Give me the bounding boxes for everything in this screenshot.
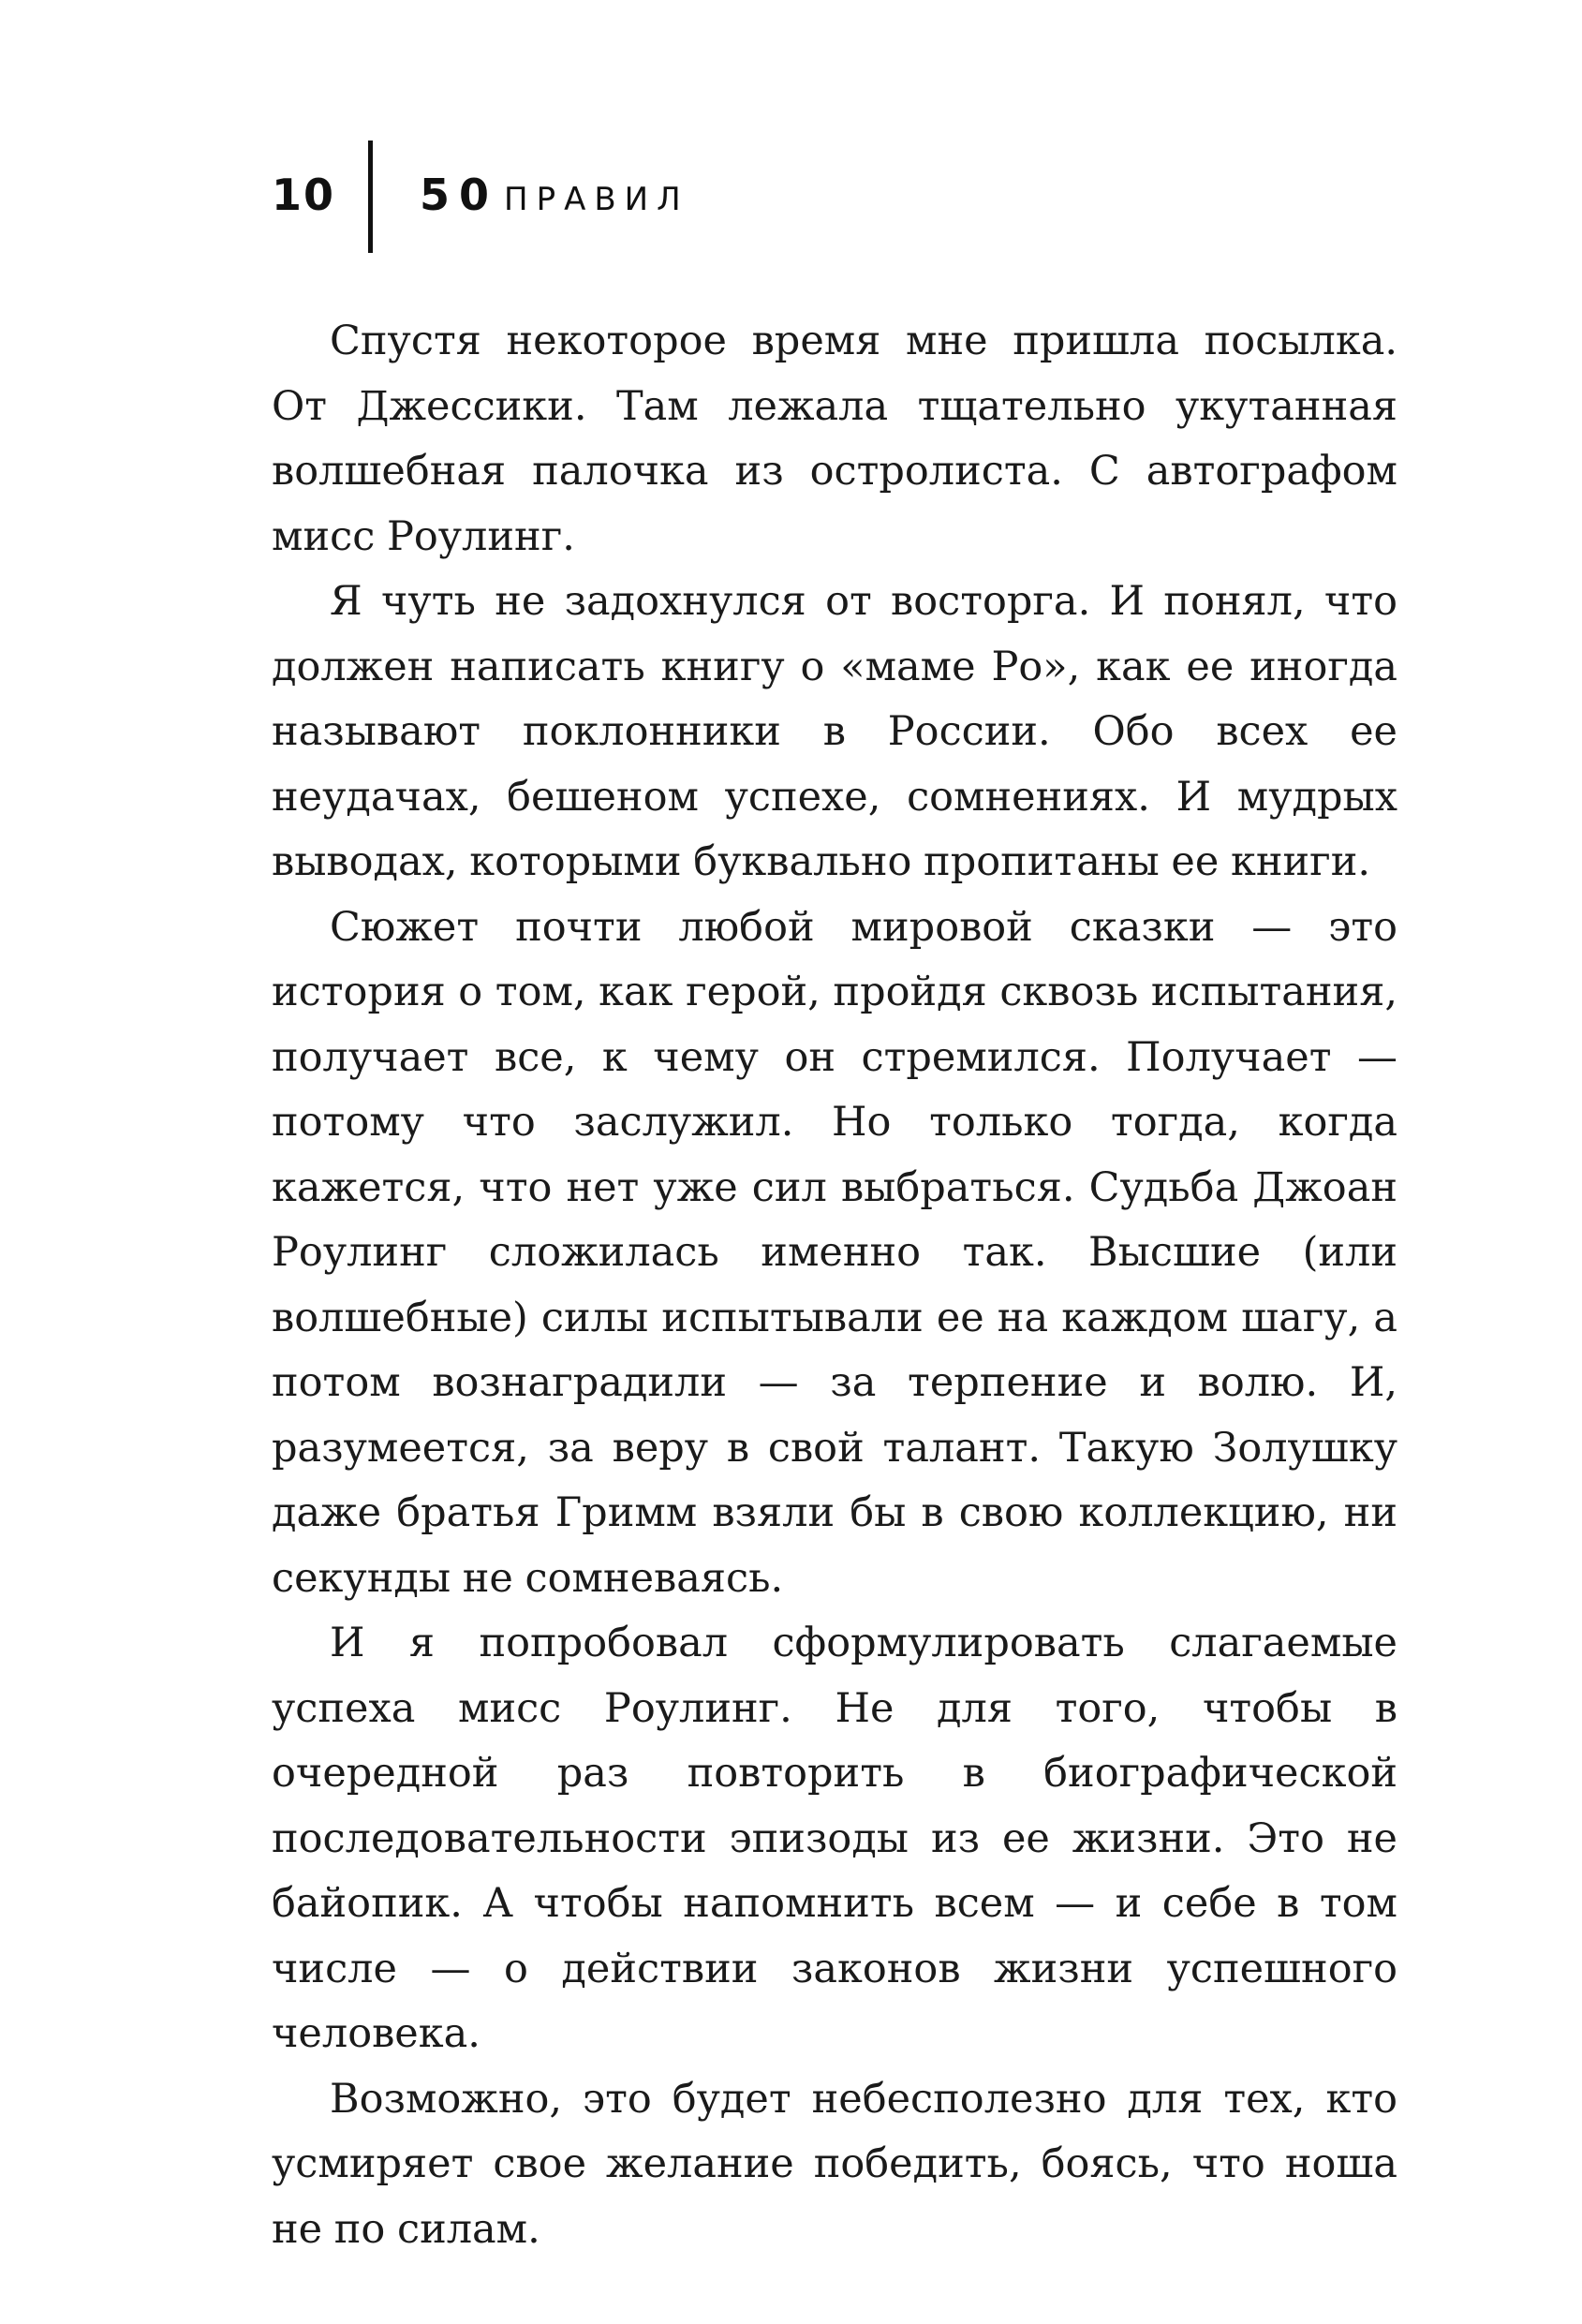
book-title-number: 50	[420, 170, 499, 220]
header-divider	[368, 141, 373, 253]
body-text	[272, 309, 1397, 2262]
paragraph-1: Спустя некоторое время мне пришла посылка. От Джессики. Там лежала тщательно укутанная волшебная палочка из остролиста. С автографом мисс Роулинг.	[272, 318, 1397, 560]
running-head	[0, 0, 1582, 281]
page-number: 10	[272, 170, 336, 220]
book-title	[420, 167, 689, 233]
paragraph-5: Возможно, это будет небесполезно для тех, кто усмиряет свое желание победить, боясь, что ноша не по силам.	[272, 2075, 1397, 2253]
paragraph-2: Я чуть не задохнулся от восторга. И понял, что должен написать книгу о «маме Ро», как ее иногда называют поклонники в России. Обо всех ее неудачах, бешеном успехе, сомнениях. И мудрых выводах, которыми буквально пропитаны ее книги.	[272, 578, 1397, 885]
paragraph-4: И я попробовал сформулировать слагаемые успеха мисс Роулинг. Не для того, чтобы в очередной раз повторить в биографической последовательности эпизоды из ее жизни. Это не байопик. А чтобы напомнить всем — и себе в том числе — о действии законов жизни успешного человека.	[272, 1620, 1397, 2057]
paragraph-3: Сюжет почти любой мировой сказки — это история о том, как герой, пройдя сквозь испытания, получает все, к чему он стремился. Получает — потому что заслужил. Но только тогда, когда кажется, что нет уже сил выбраться. Судьба Джоан Роулинг сложилась именно так. Высшие (или волшебные) силы испытывали ее на каждом шагу, а потом вознаградили — за терпение и волю. И, разумеется, за веру в свой талант. Такую Золушку даже братья Гримм взяли бы в свою коллекцию, ни секунды не сомневаясь.	[272, 903, 1397, 1602]
book-title-word: ПРАВИЛ	[504, 181, 689, 218]
